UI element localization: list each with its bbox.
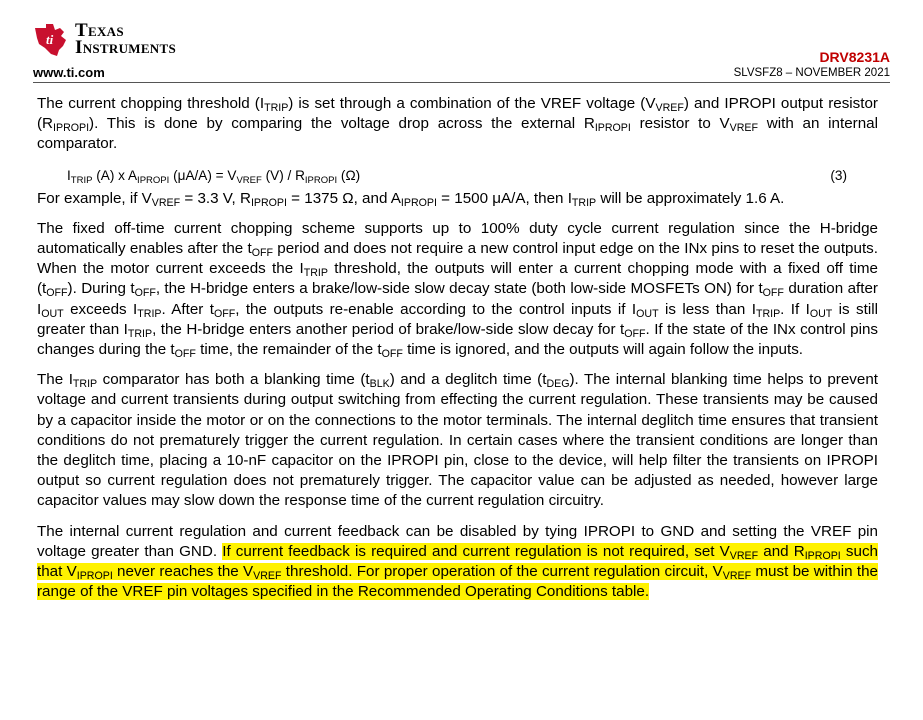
part-number[interactable]: DRV8231A (819, 49, 890, 65)
equation-text: $I_{TRIP}$ (A) x $A_{IPROPI}$ $(\mu A/A) = V_{VREF}$ $(V) / R_{IPROPI}$ (Ω) (67, 167, 361, 186)
highlighted-text: If current feedback is required and current regulation is not required, set $V_{VREF}$ and $R_{IPROPI}$ such that $V_{IPROPI}$ never reaches the $V_{VREF}$ threshold. For proper operation of the current regulation circuit, $V_{VREF}$ must be within the range of the VREF pin voltages specified in the Recommended Operating Conditions table. (37, 542, 878, 601)
document-body (37, 94, 878, 612)
ti-logo-icon (33, 22, 71, 58)
equation-3 (67, 165, 878, 187)
paragraph-disable-regulation: The internal current regulation and current feedback can be disabled by tying IPROPI to GND and setting the VREF pin voltage greater than GND. If current feedback is required and current regulation is not required, set $V_{VREF}$ and $R_{IPROPI}$ such that $V_{IPROPI}$ never reaches the $V_{VREF}$ threshold. For proper operation of the current regulation circuit, $V_{VREF}$ must be within the range of the VREF pin voltages specified in the Recommended Operating Conditions table. (37, 522, 878, 601)
paragraph-blanking-deglitch: The $I_{TRIP}$ comparator has both a blanking time $(t_{BLK})$ and a deglitch time $(t_{DEG})$. The internal blanking time helps to prevent voltage and current transients during output switching from effecting the current regulation. These transients may be caused by a capacitor inside the motor or on the connections to the motor terminals. The internal deglitch time ensures that transient conditions do not prematurely trigger the current regulation. In certain cases where the transient conditions are longer than the deglitch time, placing a 10-nF capacitor on the IPROPI pin, close to the device, will help filter the transients on IPROPI output so current regulation does not prematurely trigger. The capacitor value can be adjusted as needed, however large capacitor values may slow down the response time of the current regulation circuitry. (37, 371, 879, 510)
logo-line-instruments: Instruments (75, 37, 176, 58)
document-id: SLVSFZ8 – NOVEMBER 2021 (733, 67, 890, 79)
paragraph-example: For example, if $V_{VREF} = 3.3$ V, $R_{IPROPI} = 1375$ Ω, and $A_{IPROPI} = 1500$ μA/A, then $I_{TRIP}$ will be approximately 1.6 A. (37, 189, 785, 209)
page-header (0, 0, 923, 84)
ti-logo (33, 22, 203, 62)
svg-text:ti: ti (46, 32, 54, 47)
logo-line-texas: Texas (75, 20, 124, 41)
paragraph-itrip-definition: The current chopping threshold $(I_{TRIP})$ is set through a combination of the VREF voltage $(V_{VREF})$ and IPROPI output resistor $(R_{IPROPI})$. This is done by comparing the voltage drop across the external $R_{IPROPI}$ resistor to $V_{VREF}$ with an internal comparator. (37, 95, 878, 153)
header-divider (33, 82, 890, 83)
equation-number: (3) (830, 167, 847, 183)
paragraph-off-time-scheme: The fixed off-time current chopping scheme supports up to 100% duty cycle current regulation since the H-bridge automatically enables after the $t_{OFF}$ period and does not require a new control input edge on the INx pins to reset the outputs. When the motor current exceeds the $I_{TRIP}$ threshold, the outputs will enter a current chopping mode with a fixed off time $(t_{OFF})$. During $t_{OFF}$, the H-bridge enters a brake/low-side slow decay state (both low-side MOSFETs ON) for $t_{OFF}$ duration after $I_{OUT}$ exceeds $I_{TRIP}$. After $t_{OFF}$, the outputs re-enable according to the control inputs if $I_{OUT}$ is less than $I_{TRIP}$. If $I_{OUT}$ is still greater than $I_{TRIP}$, the H-bridge enters another period of brake/low-side slow decay for $t_{OFF}$. If the state of the INx control pins changes during the $t_{OFF}$ time, the remainder of the $t_{OFF}$ time is ignored, and the outputs will again follow the inputs. (37, 219, 879, 361)
website-link[interactable]: www.ti.com (33, 65, 105, 80)
